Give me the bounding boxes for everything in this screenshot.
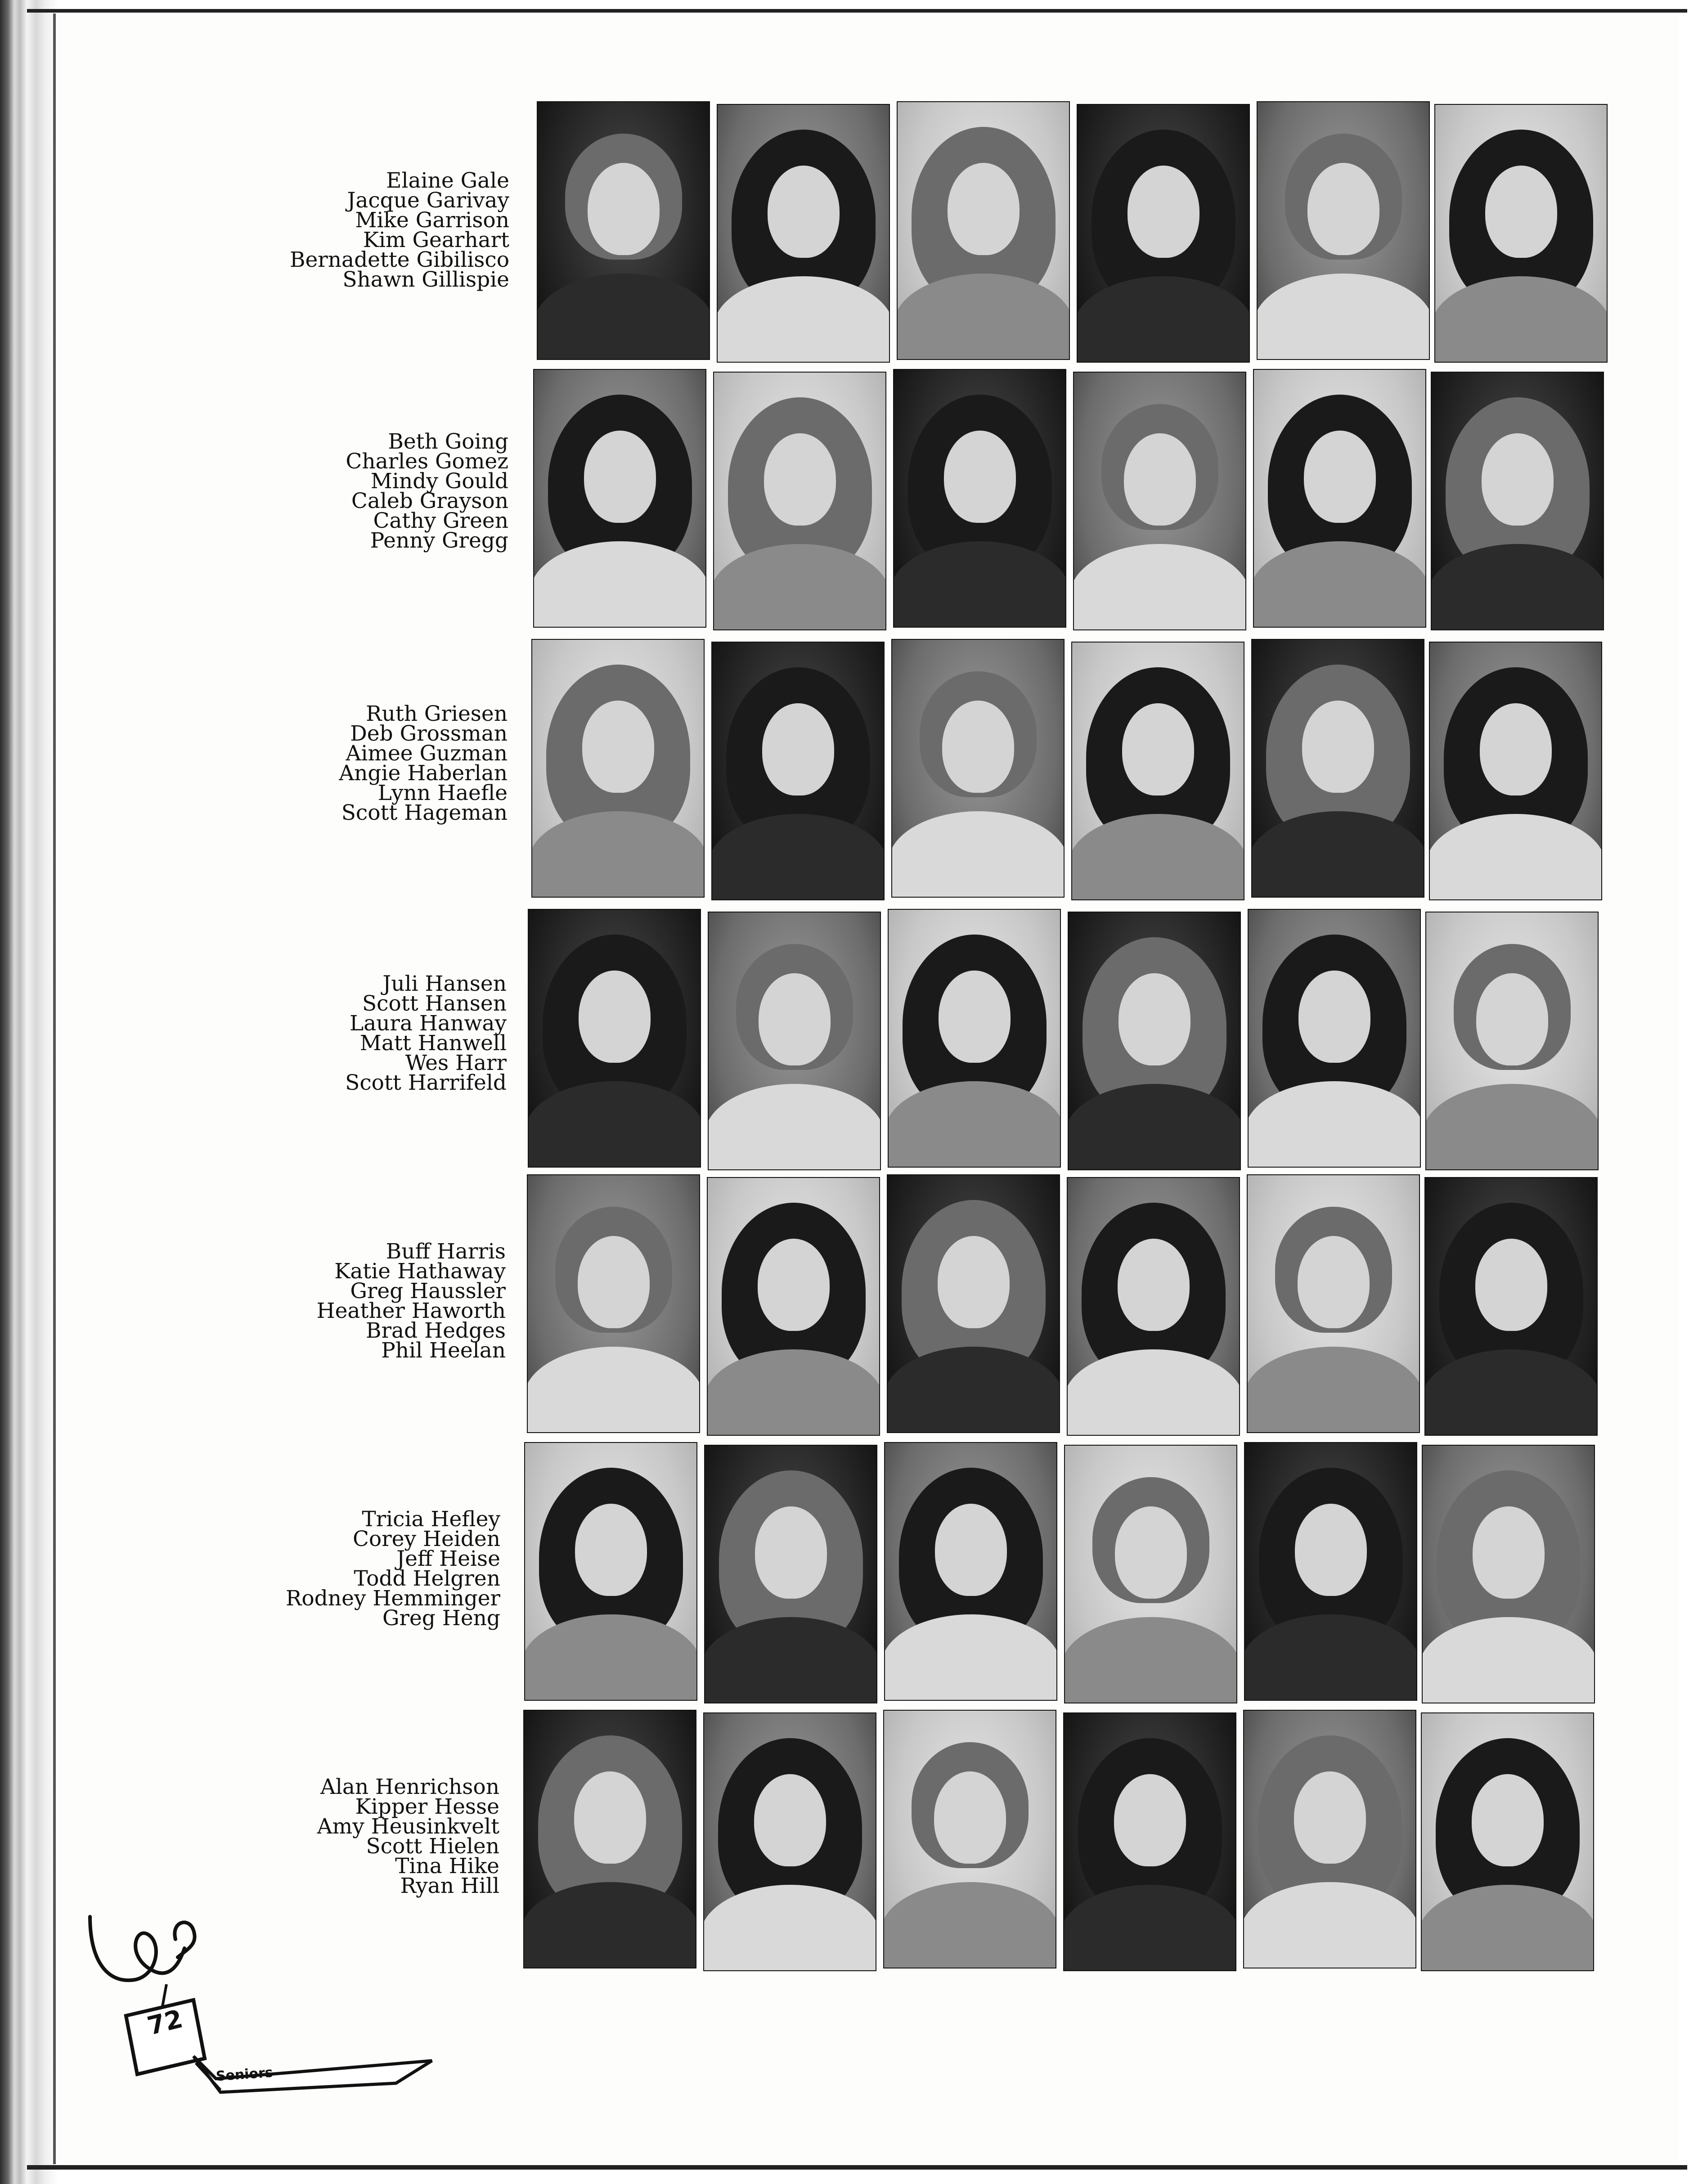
portrait-clothing (1434, 276, 1608, 363)
portrait-clothing (1251, 811, 1424, 898)
portrait-face (754, 1774, 826, 1866)
portrait-clothing (1247, 1347, 1420, 1433)
student-name: Lynn Haefle (377, 781, 508, 805)
student-name: Mindy Gould (370, 469, 508, 494)
student-name: Kipper Hesse (355, 1794, 499, 1819)
portrait-clothing (707, 1349, 880, 1436)
portrait-face (582, 701, 654, 793)
portrait-clothing (708, 1084, 881, 1170)
student-name: Alan Henrichson (320, 1775, 499, 1799)
portrait-face (1295, 1504, 1367, 1596)
portrait-clothing (531, 811, 705, 898)
portrait-face (1485, 166, 1557, 258)
portrait-clothing (533, 541, 706, 628)
student-name: Scott Hageman (341, 800, 508, 825)
student-portrait (528, 909, 701, 1168)
student-name: Phil Heelan (381, 1338, 506, 1363)
portrait-face (939, 971, 1011, 1063)
portrait-clothing (888, 1081, 1061, 1168)
student-name: Tina Hike (395, 1854, 499, 1878)
portrait-clothing (884, 1614, 1057, 1701)
portrait-face (1115, 1506, 1187, 1599)
student-portrait (1429, 642, 1602, 900)
portrait-face (1304, 431, 1376, 523)
student-name: Elaine Gale (386, 168, 509, 193)
student-portrait (717, 104, 890, 363)
student-name: Kim Gearhart (363, 228, 509, 252)
student-name: Deb Grossman (350, 721, 508, 746)
portrait-face (1128, 166, 1199, 258)
page-number: 72 (144, 2004, 186, 2041)
portrait-face (584, 431, 656, 523)
portrait-face (935, 1504, 1007, 1596)
name-list-row-7 (157, 1777, 499, 1896)
portrait-clothing (524, 1614, 697, 1701)
student-name: Angie Haberlan (339, 761, 508, 786)
student-portrait (713, 372, 886, 630)
scan-border-top (27, 9, 1687, 13)
student-portrait (1253, 369, 1426, 628)
student-name: Jeff Heise (396, 1546, 500, 1571)
portrait-face (1122, 703, 1194, 795)
portrait-face (1482, 433, 1554, 526)
student-portrait (1067, 1177, 1240, 1436)
student-portrait (1068, 912, 1241, 1170)
student-portrait (1434, 104, 1608, 363)
student-name: Matt Hanwell (359, 1031, 507, 1056)
portrait-face (1114, 1774, 1186, 1866)
student-portrait (1257, 101, 1430, 360)
portrait-face (579, 971, 651, 1063)
student-portrait (1425, 912, 1599, 1170)
portrait-face (1294, 1771, 1366, 1864)
name-list-row-3 (166, 701, 508, 825)
student-portrait (1421, 1712, 1594, 1971)
student-portrait (1244, 1442, 1417, 1701)
student-name: Mike Garrison (355, 208, 509, 233)
portrait-clothing (893, 541, 1066, 628)
portrait-face (1298, 971, 1370, 1063)
portrait-face (1475, 1239, 1547, 1331)
student-name: Greg Haussler (350, 1279, 506, 1303)
student-name: Jacque Garivay (347, 188, 509, 213)
portrait-clothing (1425, 1084, 1599, 1170)
student-portrait (1251, 639, 1424, 898)
book-binding (0, 0, 58, 2184)
portrait-face (934, 1771, 1006, 1864)
portrait-face (1118, 1239, 1190, 1331)
portrait-clothing (1424, 1349, 1598, 1436)
portrait-clothing (1431, 544, 1604, 630)
portrait-clothing (1073, 544, 1246, 630)
portrait-clothing (713, 544, 886, 630)
section-label: Seniors (215, 2064, 274, 2085)
student-name: Corey Heiden (352, 1527, 500, 1551)
portrait-clothing (537, 274, 710, 360)
name-list-row-2 (166, 429, 508, 553)
portrait-clothing (891, 811, 1065, 898)
student-portrait (1073, 372, 1246, 630)
portrait-face (1119, 973, 1190, 1065)
student-name: Bernadette Gibilisco (289, 247, 509, 272)
student-name: Ryan Hill (400, 1874, 499, 1898)
student-portrait (891, 639, 1065, 898)
student-name: Aimee Guzman (346, 741, 508, 766)
portrait-face (588, 163, 660, 255)
student-portrait (1424, 1177, 1598, 1436)
student-portrait (1243, 1710, 1416, 1968)
portrait-face (1302, 701, 1374, 793)
student-portrait (1077, 104, 1250, 363)
student-name: Shawn Gillispie (342, 267, 509, 292)
portrait-clothing (1243, 1882, 1416, 1968)
portrait-clothing (1067, 1349, 1240, 1436)
student-name: Scott Hielen (366, 1834, 499, 1859)
student-name: Heather Haworth (316, 1299, 506, 1323)
portrait-clothing (1064, 1617, 1237, 1703)
student-portrait (884, 1442, 1057, 1701)
portrait-face (1307, 163, 1379, 255)
portrait-face (1298, 1236, 1370, 1328)
student-portrait (1422, 1445, 1595, 1703)
portrait-clothing (527, 1347, 700, 1433)
student-name: Tricia Hefley (362, 1507, 500, 1532)
portrait-clothing (703, 1885, 876, 1971)
name-list-row-1 (167, 168, 509, 292)
portrait-clothing (1429, 814, 1602, 900)
portrait-clothing (523, 1882, 696, 1968)
student-portrait (708, 912, 881, 1170)
student-portrait (888, 909, 1061, 1168)
student-portrait (897, 101, 1070, 360)
student-portrait (527, 1174, 700, 1433)
portrait-face (575, 1504, 647, 1596)
binding-edge (53, 13, 56, 2164)
student-name: Laura Hanway (349, 1011, 507, 1036)
student-portrait (893, 369, 1066, 628)
student-portrait (533, 369, 706, 628)
portrait-clothing (704, 1617, 877, 1703)
scan-border-bottom (27, 2165, 1687, 2170)
portrait-clothing (1068, 1084, 1241, 1170)
portrait-face (948, 163, 1020, 255)
student-name: Caleb Grayson (351, 489, 508, 513)
portrait-face (762, 703, 834, 795)
student-portrait (704, 1445, 877, 1703)
student-name: Scott Harrifeld (345, 1070, 507, 1095)
portrait-clothing (528, 1081, 701, 1168)
portrait-face (938, 1236, 1010, 1328)
student-name: Juli Hansen (382, 971, 507, 996)
portrait-face (1472, 1774, 1544, 1866)
portrait-face (768, 166, 840, 258)
portrait-clothing (1077, 276, 1250, 363)
student-portrait (1248, 909, 1421, 1168)
student-portrait (887, 1174, 1060, 1433)
student-portrait (1071, 642, 1244, 900)
student-name: Katie Hathaway (334, 1259, 506, 1284)
student-name: Beth Going (388, 429, 508, 454)
student-name: Todd Helgren (354, 1566, 500, 1591)
portrait-face (944, 431, 1016, 523)
student-portrait (1063, 1712, 1236, 1971)
student-portrait (1431, 372, 1604, 630)
student-portrait (883, 1710, 1056, 1968)
student-name: Charles Gomez (346, 449, 508, 474)
portrait-clothing (1063, 1885, 1236, 1971)
portrait-clothing (883, 1882, 1056, 1968)
portrait-face (578, 1236, 650, 1328)
portrait-face (942, 701, 1014, 793)
portrait-clothing (1244, 1614, 1417, 1701)
student-portrait (707, 1177, 880, 1436)
name-list-row-6 (158, 1507, 500, 1631)
portrait-clothing (711, 814, 885, 900)
student-portrait (524, 1442, 697, 1701)
student-name: Amy Heusinkvelt (317, 1814, 499, 1839)
portrait-clothing (1248, 1081, 1421, 1168)
portrait-clothing (1257, 274, 1430, 360)
portrait-clothing (1421, 1885, 1594, 1971)
portrait-face (1476, 973, 1548, 1065)
portrait-face (755, 1506, 827, 1599)
student-name: Buff Harris (386, 1239, 506, 1264)
student-portrait (1247, 1174, 1420, 1433)
portrait-clothing (717, 276, 890, 363)
portrait-face (1124, 433, 1196, 526)
student-name: Brad Hedges (366, 1318, 506, 1343)
portrait-face (759, 973, 831, 1065)
name-list-row-5 (164, 1239, 506, 1363)
portrait-face (758, 1239, 830, 1331)
student-name: Greg Heng (382, 1606, 500, 1631)
portrait-face (764, 433, 836, 526)
student-portrait (537, 101, 710, 360)
portrait-clothing (1071, 814, 1244, 900)
student-name: Cathy Green (373, 508, 508, 533)
student-portrait (531, 639, 705, 898)
portrait-clothing (887, 1347, 1060, 1433)
student-name: Wes Harr (405, 1051, 507, 1075)
student-name: Rodney Hemminger (286, 1586, 500, 1611)
portrait-face (1473, 1506, 1545, 1599)
student-portrait (523, 1710, 696, 1968)
student-name: Ruth Griesen (366, 701, 508, 726)
student-portrait (711, 642, 885, 900)
portrait-clothing (1422, 1617, 1595, 1703)
portrait-face (574, 1771, 646, 1864)
student-portrait (703, 1712, 876, 1971)
portrait-clothing (1253, 541, 1426, 628)
student-portrait (1064, 1445, 1237, 1703)
name-list-row-4 (165, 971, 507, 1095)
student-name: Penny Gregg (370, 528, 508, 553)
student-name: Scott Hansen (362, 991, 507, 1016)
portrait-clothing (897, 274, 1070, 360)
portrait-face (1480, 703, 1552, 795)
